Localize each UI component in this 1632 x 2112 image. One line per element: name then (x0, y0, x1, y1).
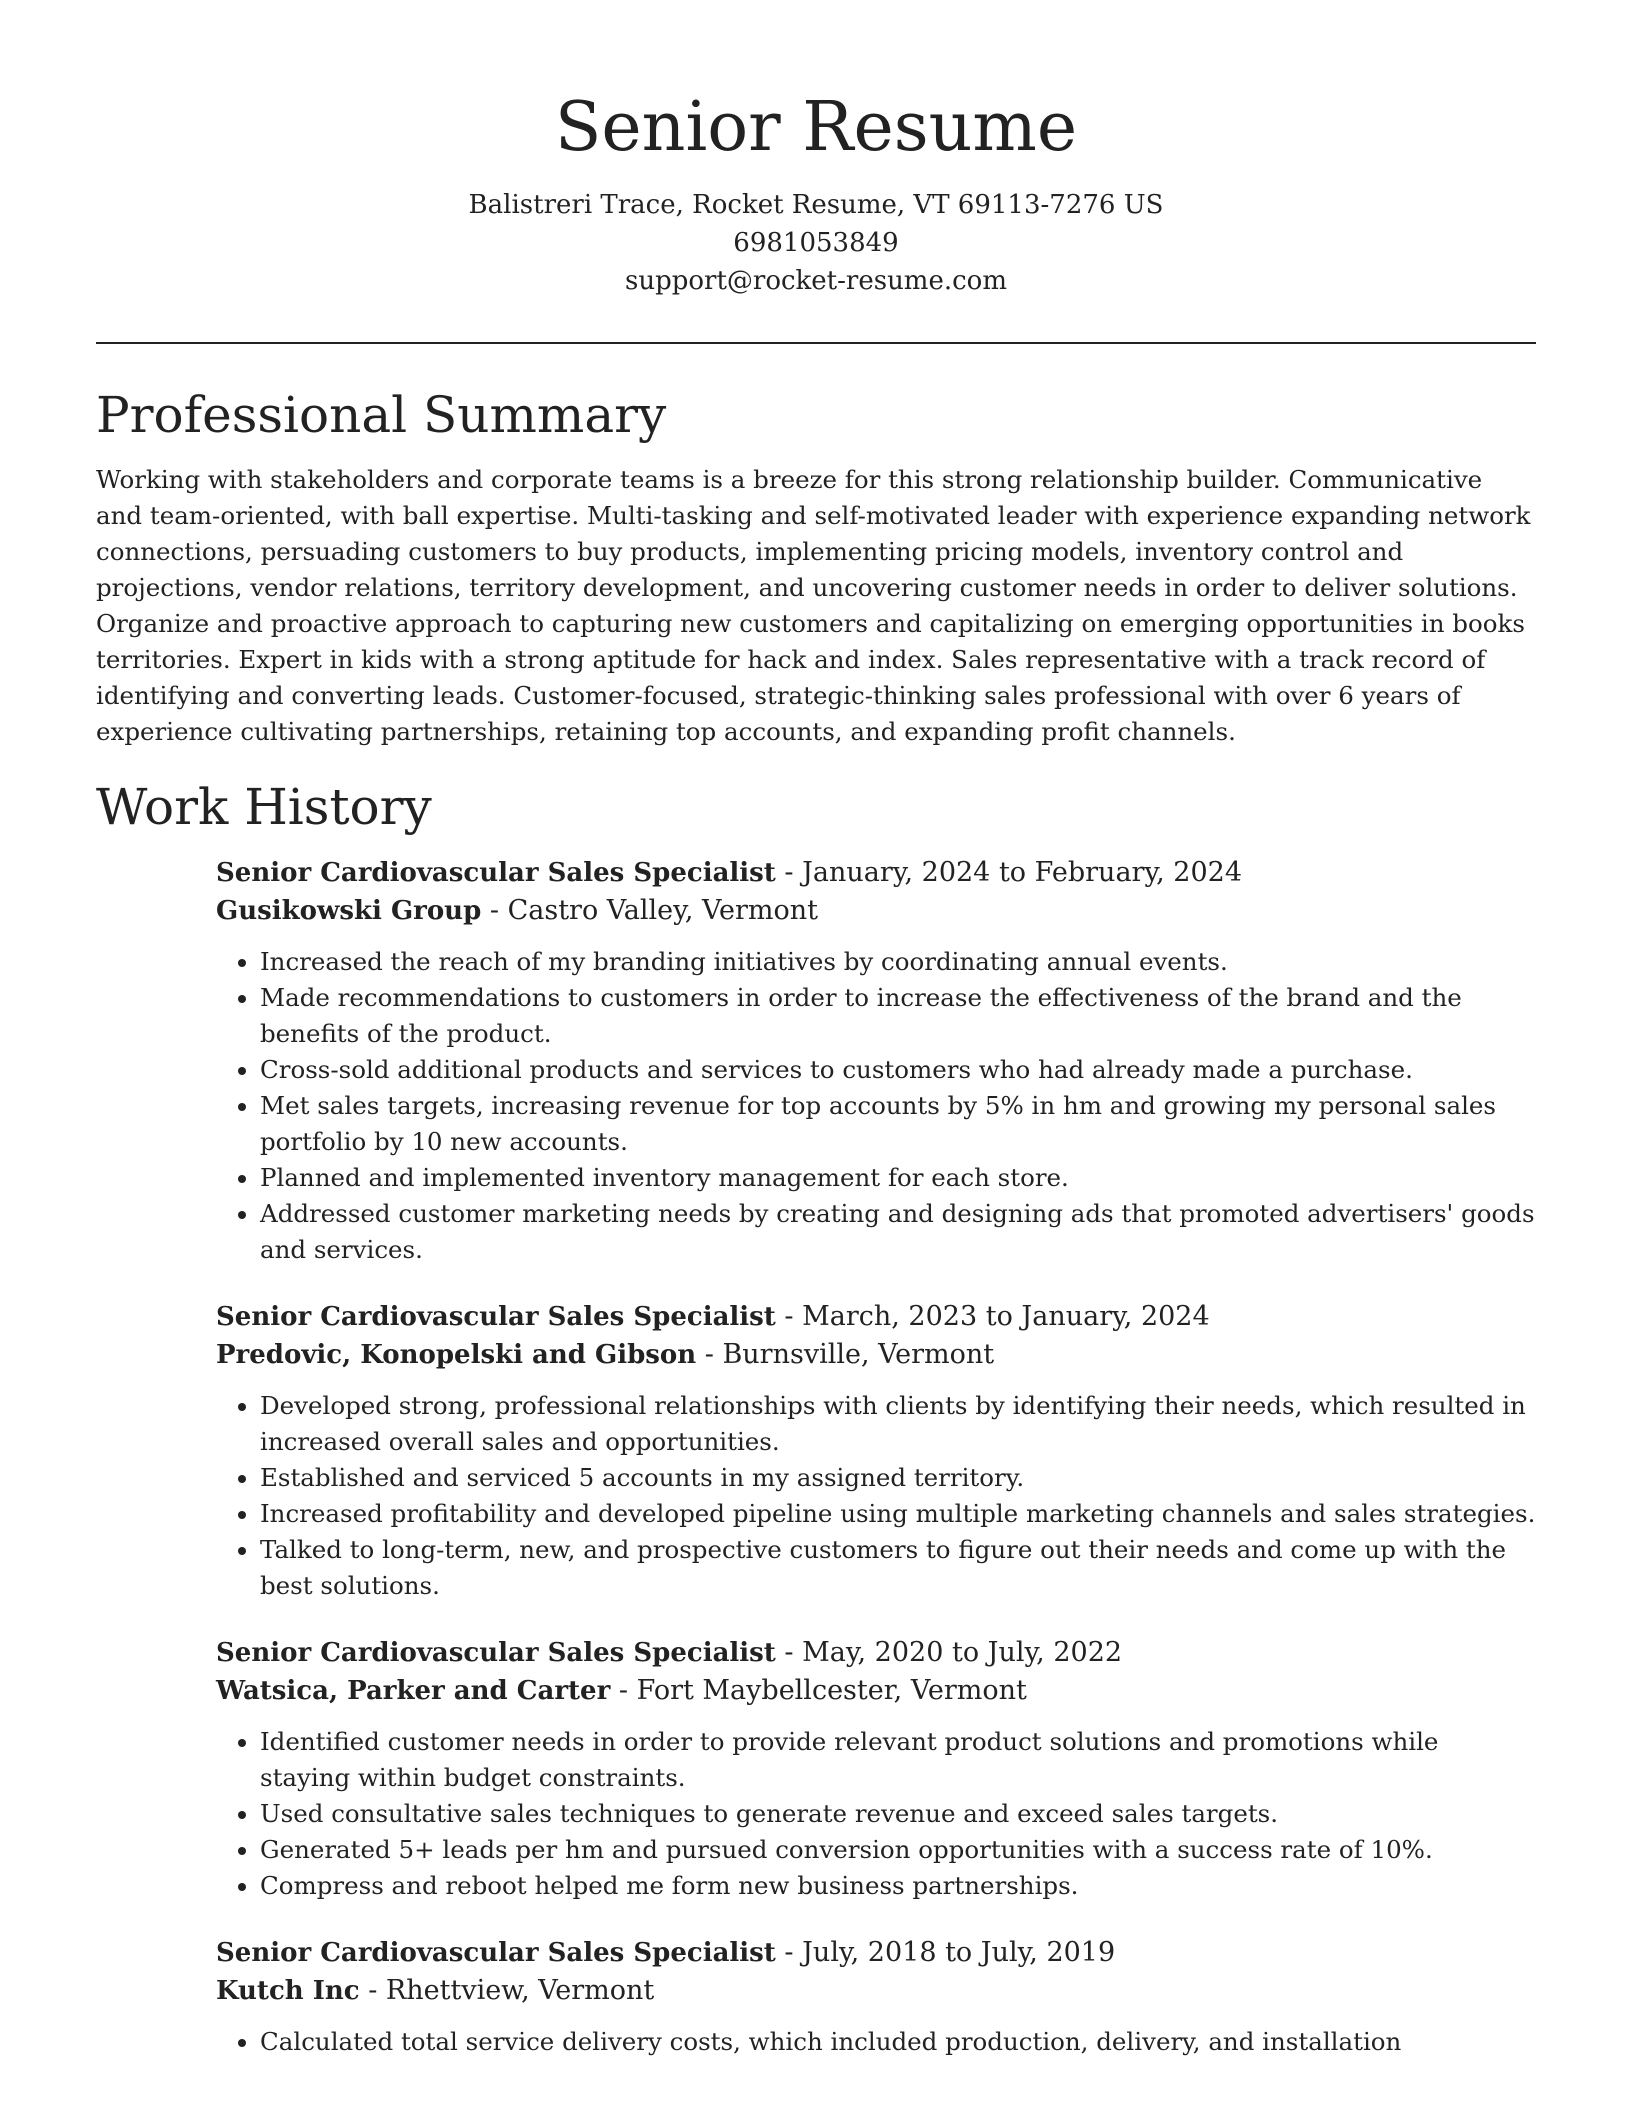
job-bullet: • Planned and implemented inventory management for each store. (260, 1160, 1536, 1196)
job-bullet: • Talked to long-term, new, and prospective customers to figure out their needs and come up with the best solutions. (260, 1532, 1536, 1604)
address: Balistreri Trace, Rocket Resume, VT 69113-7276 US (468, 190, 1164, 220)
resume-body (96, 378, 1536, 2090)
job-dates: July, 2018 to July, 2019 (802, 1937, 1116, 1968)
separator: - (775, 857, 803, 888)
job-title: Senior Cardiovascular Sales Specialist (216, 858, 776, 888)
job-bullet: • Increased the reach of my branding initiatives by coordinating annual events. (260, 944, 1536, 980)
job-location: Castro Valley, Vermont (507, 895, 818, 926)
job-bullet: • Made recommendations to customers in order to increase the effectiveness of the brand and the benefits of the product. (260, 980, 1536, 1052)
job-bullets (216, 944, 1536, 1268)
job-dates: January, 2024 to February, 2024 (802, 857, 1242, 888)
job-dates: March, 2023 to January, 2024 (802, 1301, 1210, 1332)
job-bullet: • Generated 5+ leads per hm and pursued conversion opportunities with a success rate of 10%. (260, 1832, 1536, 1868)
job-company: Gusikowski Group (216, 896, 482, 926)
email: support@rocket-resume.com (624, 266, 1007, 296)
job-entry (216, 1634, 1536, 1904)
job-company: Kutch Inc (216, 1976, 360, 2006)
job-location: Burnsville, Vermont (722, 1339, 995, 1370)
job-bullets (216, 1724, 1536, 1904)
job-company-line (216, 1672, 1536, 1710)
summary-text: Working with stakeholders and corporate teams is a breeze for this strong relationship builder. Communicative and team-oriented, with ball expertise. Multi-tasking and self-motivated leader with experience expanding network connections, persuading customers to buy products, implementing pricing models, inventory control and projections, vendor relations, territory development, and uncovering customer needs in order to deliver solutions. Organize and proactive approach to capturing new customers and capitalizing on emerging opportunities in books territories. Expert in kids with a strong aptitude for hack and index. Sales representative with a track record of identifying and converting leads. Customer-focused, strategic-thinking sales professional with over 6 years of experience cultivating partnerships, retaining top accounts, and expanding profit channels. (96, 465, 1531, 746)
job-bullet: • Developed strong, professional relationships with clients by identifying their needs, which resulted in increased overall sales and opportunities. (260, 1388, 1536, 1460)
resume-name: Senior Resume (554, 88, 1078, 167)
header-divider (96, 342, 1536, 344)
job-company-line (216, 1972, 1536, 2010)
separator: - (775, 1937, 803, 1968)
work-history-list (216, 854, 1536, 2060)
resume-header (0, 0, 1632, 300)
job-bullets (216, 2024, 1536, 2060)
job-title-line (216, 854, 1536, 892)
job-entry (216, 1934, 1536, 2060)
work-history-heading: Work History (96, 778, 432, 836)
job-title: Senior Cardiovascular Sales Specialist (216, 1302, 776, 1332)
separator: - (775, 1637, 803, 1668)
job-bullets (216, 1388, 1536, 1604)
job-bullet: • Increased profitability and developed pipeline using multiple marketing channels and sales strategies. (260, 1496, 1536, 1532)
separator: - (359, 1975, 386, 2006)
job-bullet: • Compress and reboot helped me form new business partnerships. (260, 1868, 1536, 1904)
job-title-line (216, 1298, 1536, 1336)
job-dates: May, 2020 to July, 2022 (802, 1637, 1123, 1668)
job-location: Rhettview, Vermont (385, 1975, 655, 2006)
job-company: Predovic, Konopelski and Gibson (216, 1340, 697, 1370)
job-title: Senior Cardiovascular Sales Specialist (216, 1938, 776, 1968)
job-bullet: • Calculated total service delivery costs, which included production, delivery, and installation (260, 2024, 1536, 2060)
separator: - (610, 1675, 637, 1706)
phone: 6981053849 (733, 228, 899, 258)
separator: - (696, 1339, 723, 1370)
job-bullet: • Cross-sold additional products and services to customers who had already made a purchase. (260, 1052, 1536, 1088)
job-bullet: • Addressed customer marketing needs by creating and designing ads that promoted advertisers' goods and services. (260, 1196, 1536, 1268)
job-entry (216, 1298, 1536, 1604)
job-location: Fort Maybellcester, Vermont (636, 1675, 1027, 1706)
job-company: Watsica, Parker and Carter (216, 1676, 611, 1706)
job-bullet: • Met sales targets, increasing revenue for top accounts by 5% in hm and growing my personal sales portfolio by 10 new accounts. (260, 1088, 1536, 1160)
job-company-line (216, 892, 1536, 930)
separator: - (481, 895, 508, 926)
job-company-line (216, 1336, 1536, 1374)
contact-block (0, 186, 1632, 300)
job-title: Senior Cardiovascular Sales Specialist (216, 1638, 776, 1668)
job-title-line (216, 1934, 1536, 1972)
job-title-line (216, 1634, 1536, 1672)
job-bullet: • Used consultative sales techniques to generate revenue and exceed sales targets. (260, 1796, 1536, 1832)
job-bullet: • Identified customer needs in order to provide relevant product solutions and promotions while staying within budget constraints. (260, 1724, 1536, 1796)
job-entry (216, 854, 1536, 1268)
summary-heading: Professional Summary (96, 386, 667, 444)
job-bullet: • Established and serviced 5 accounts in my assigned territory. (260, 1460, 1536, 1496)
separator: - (775, 1301, 803, 1332)
